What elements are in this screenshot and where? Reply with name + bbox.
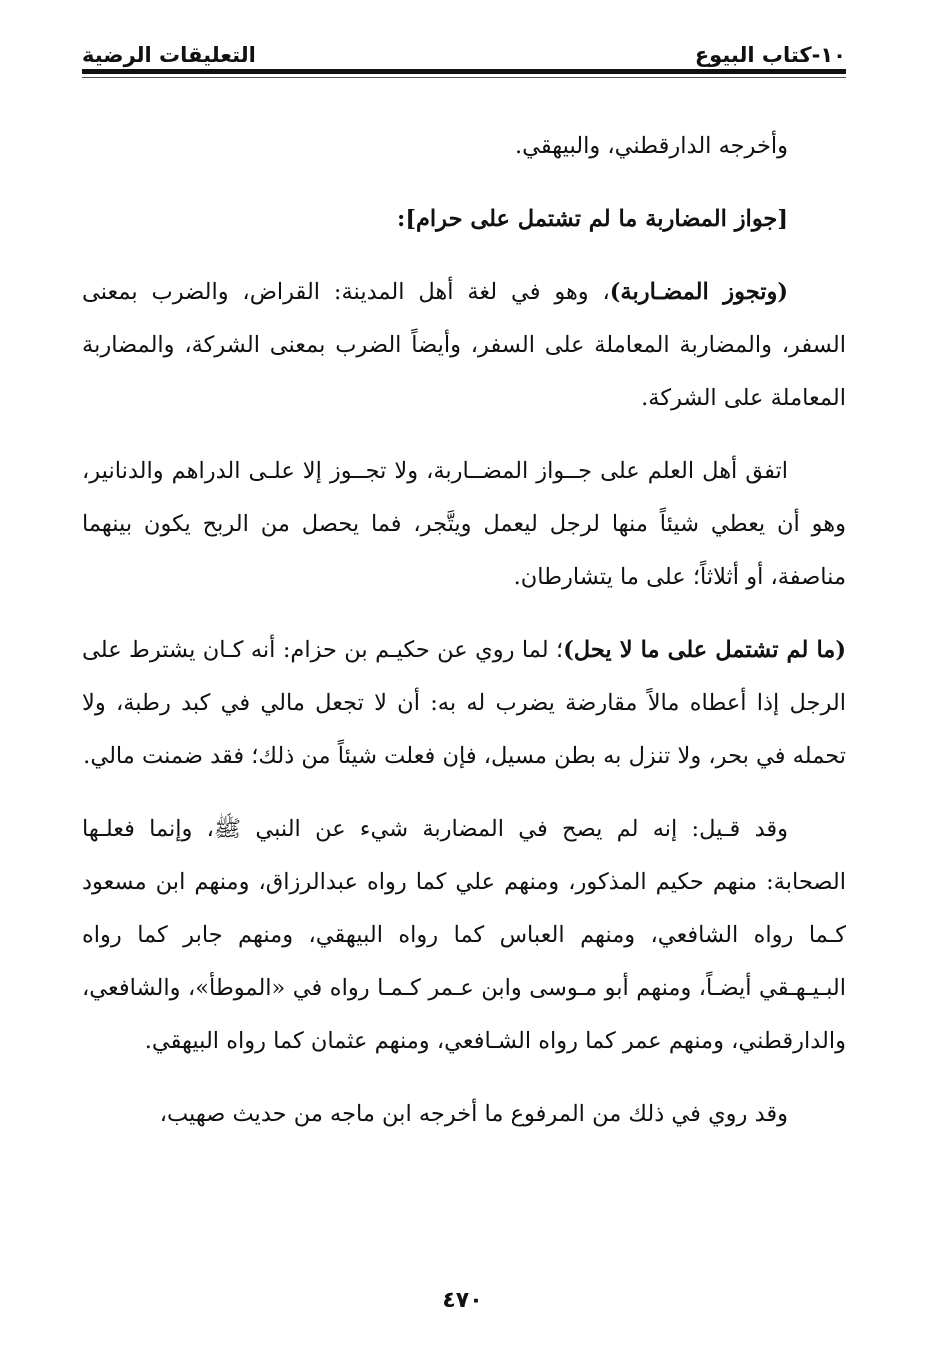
book-title: التعليقات الرضية [82,42,256,67]
paragraph [82,266,846,425]
paragraph: اتفق أهل العلم على جــواز المضــاربة، ولا تجــوز إلا علـى الدراهم والدنانير، وهو أن يعطي شيئاً منها لرجل ليعمل ويتَّجر، فما يحصل من الربح يكون بينهما مناصفة، أو أثلاثاً؛ على ما يتشارطان. [82,458,846,590]
header-rule [82,69,846,74]
header-rule-secondary [82,77,846,78]
paragraph: وأخرجه الدارقطني، والبيهقي. [515,133,788,159]
paragraph: وقد قـيل: إنه لم يصح في المضاربة شيء عن النبي ﷺ، وإنما فعلـها الصحابة: منهم حكيم المذكور، ومنهم علي كما رواه عبدالرزاق، ومنهم ابن مسعود كـما رواه الشافعي، ومنهم العباس كما رواه البيهقي، ومنهم جابر كما رواه البـيـهـقي أيضـاً، ومنهم أبو مـوسى وابن عـمر كـمـا رواه في «الموطأ»، والشافعي، والدارقطني، ومنهم عمر كما رواه الشـافعي، ومنهم عثمان كما رواه البيهقي. [82,816,846,1054]
section-heading: [جواز المضاربة ما لم تشتمل على حرام]: [397,206,788,232]
matn-text: (ما لم تشتمل على ما لا يحل) [563,637,846,663]
page-number: ٤٧٠ [442,1288,483,1313]
commentary-text: ؛ لما روي عن حكيـم بن حزام: أنه كـان يشترط على الرجل إذا أعطاه مالاً مقارضة يضرب له به: أن لا تجعل مالي في كبد رطبة، ولا تحمله في بحر، ولا تنزل به بطن مسيل، فإن فعلت شيئاً من ذلك؛ فقد ضمنت مالي. [82,637,846,769]
body-text [82,120,846,1161]
matn-text: (وتجوز المضـاربة) [609,279,789,305]
paragraph [82,624,846,783]
chapter-title: ١٠-كتاب البيوع [694,42,846,67]
running-header [82,26,846,68]
commentary-text: ، وهو في لغة أهل المدينة: القراض، والضرب بمعنى السفر، والمضاربة المعاملة على السفر، وأيضاً الضرب بمعنى الشركة، والمضاربة المعاملة على الشركة. [82,279,846,411]
paragraph: وقد روي في ذلك من المرفوع ما أخرجه ابن ماجه من حديث صهيب، [159,1101,788,1127]
